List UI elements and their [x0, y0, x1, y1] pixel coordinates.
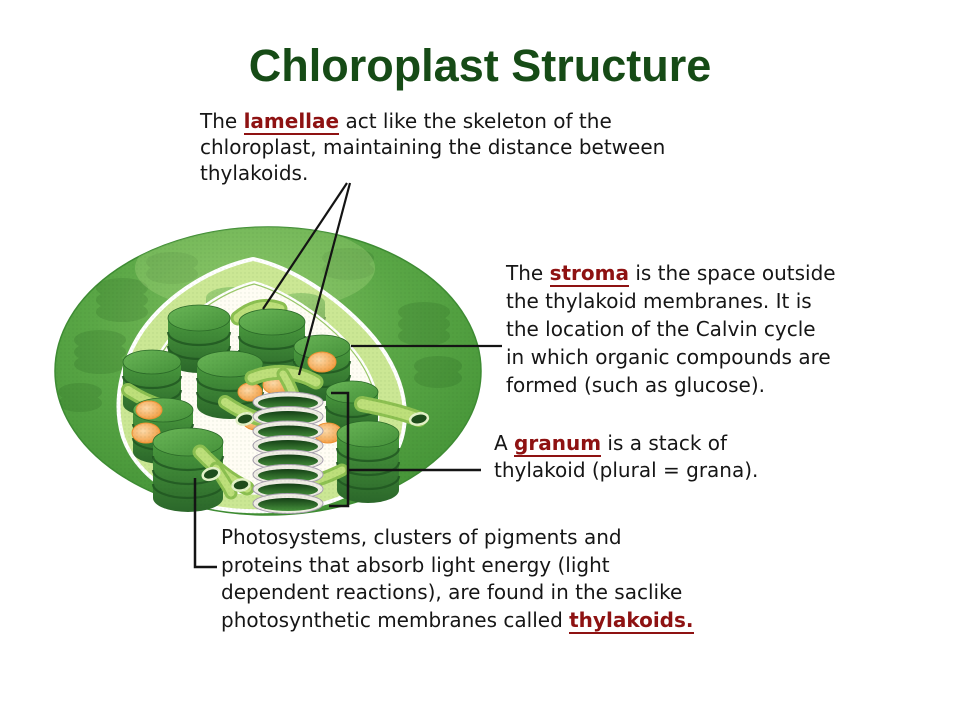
texture-overlay [55, 227, 487, 517]
annotation-stroma [506, 259, 836, 399]
text-line: The lamellae act like the skeleton of the [200, 109, 612, 133]
key-term: thylakoids. [569, 607, 694, 632]
slide-title: Chloroplast Structure [248, 40, 712, 91]
text-line: thylakoid (plural = grana). [494, 458, 759, 482]
annotation-granum [494, 430, 758, 484]
text-line: in which organic compounds are [506, 345, 831, 369]
text-line: the thylakoid membranes. It is [506, 289, 812, 313]
text-line: the location of the Calvin cycle [506, 317, 816, 341]
text-line: thylakoids. [200, 161, 309, 185]
text-line: chloroplast, maintaining the distance between [200, 135, 666, 159]
annotation-photosystems [221, 524, 694, 634]
text-line: proteins that absorb light energy (light [221, 552, 610, 577]
text-line: dependent reactions), are found in the saclike [221, 580, 683, 604]
text-line: The stroma is the space outside [506, 261, 836, 285]
text-line: Photosystems, clusters of pigments and [221, 525, 622, 549]
key-term: lamellae [243, 109, 340, 133]
text-line: A granum is a stack of [494, 431, 728, 455]
annotation-lamellae [200, 108, 665, 186]
key-term: stroma [549, 261, 629, 285]
key-term: granum [514, 431, 602, 455]
text-line: photosynthetic membranes called thylakoids. [221, 607, 694, 632]
text-line: formed (such as glucose). [506, 373, 765, 397]
